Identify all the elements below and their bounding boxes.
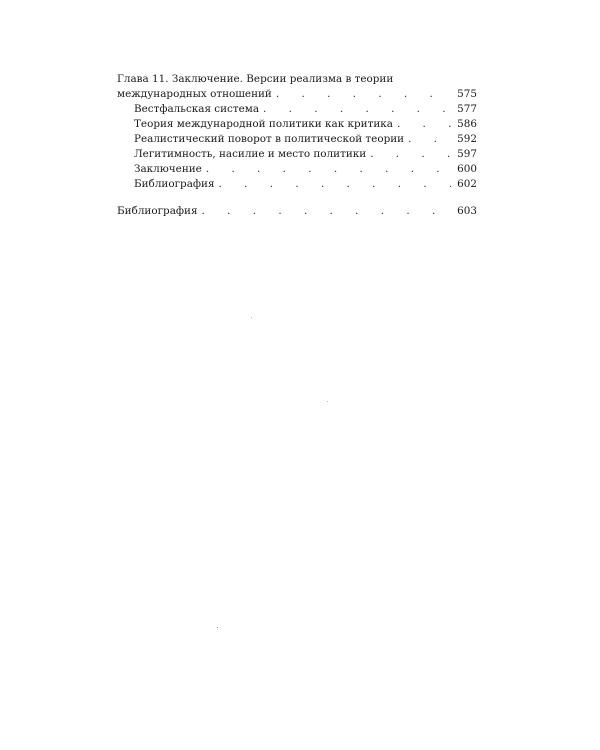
toc-section-title: Вестфальская система [134, 103, 260, 115]
scan-speck [217, 627, 218, 628]
toc-dot-leader [276, 87, 451, 102]
toc-dot-leader [408, 132, 451, 147]
toc-section-entry[interactable] [117, 117, 477, 132]
toc-section-title: Теория международной политики как критика [134, 118, 393, 130]
toc-page-number: 597 [457, 148, 477, 160]
toc-page-number: 586 [457, 118, 477, 130]
toc-dot-leader [397, 117, 451, 132]
toc-page-number: 602 [457, 178, 477, 190]
toc-page-number: 592 [457, 133, 477, 145]
toc-chapter-title-line2: международных отношений [117, 88, 272, 100]
toc-chapter-entry[interactable] [117, 87, 477, 102]
toc-page-number: 575 [457, 88, 477, 100]
toc-dot-leader [202, 204, 452, 219]
toc-dot-leader [263, 102, 451, 117]
toc-dot-leader [219, 177, 452, 192]
toc-section-title: Легитимность, насилие и место политики [134, 148, 367, 160]
toc-dot-leader [370, 147, 451, 162]
scan-speck [251, 317, 252, 318]
toc-bibliography-title: Библиография [117, 205, 198, 217]
toc-section-entry[interactable] [117, 177, 477, 192]
toc-page-number: 603 [457, 205, 477, 217]
toc-section-title: Заключение [134, 163, 202, 175]
toc-chapter-title-line1: Глава 11. Заключение. Версии реализма в теории [117, 73, 394, 85]
scan-speck [327, 401, 328, 402]
toc-bibliography-entry[interactable] [117, 204, 477, 219]
toc-page-number: 600 [457, 163, 477, 175]
toc-section-title: Реалистический поворот в политической теории [134, 133, 405, 145]
toc-section-entry[interactable] [117, 162, 477, 177]
toc-chapter-heading [117, 72, 477, 87]
toc-section-entry[interactable] [117, 132, 477, 147]
toc-section-entry[interactable] [117, 147, 477, 162]
toc-section-title: Библиография [134, 178, 215, 190]
toc-dot-leader [206, 162, 451, 177]
table-of-contents [117, 72, 477, 219]
toc-section-entry[interactable] [117, 102, 477, 117]
toc-page-number: 577 [457, 103, 477, 115]
